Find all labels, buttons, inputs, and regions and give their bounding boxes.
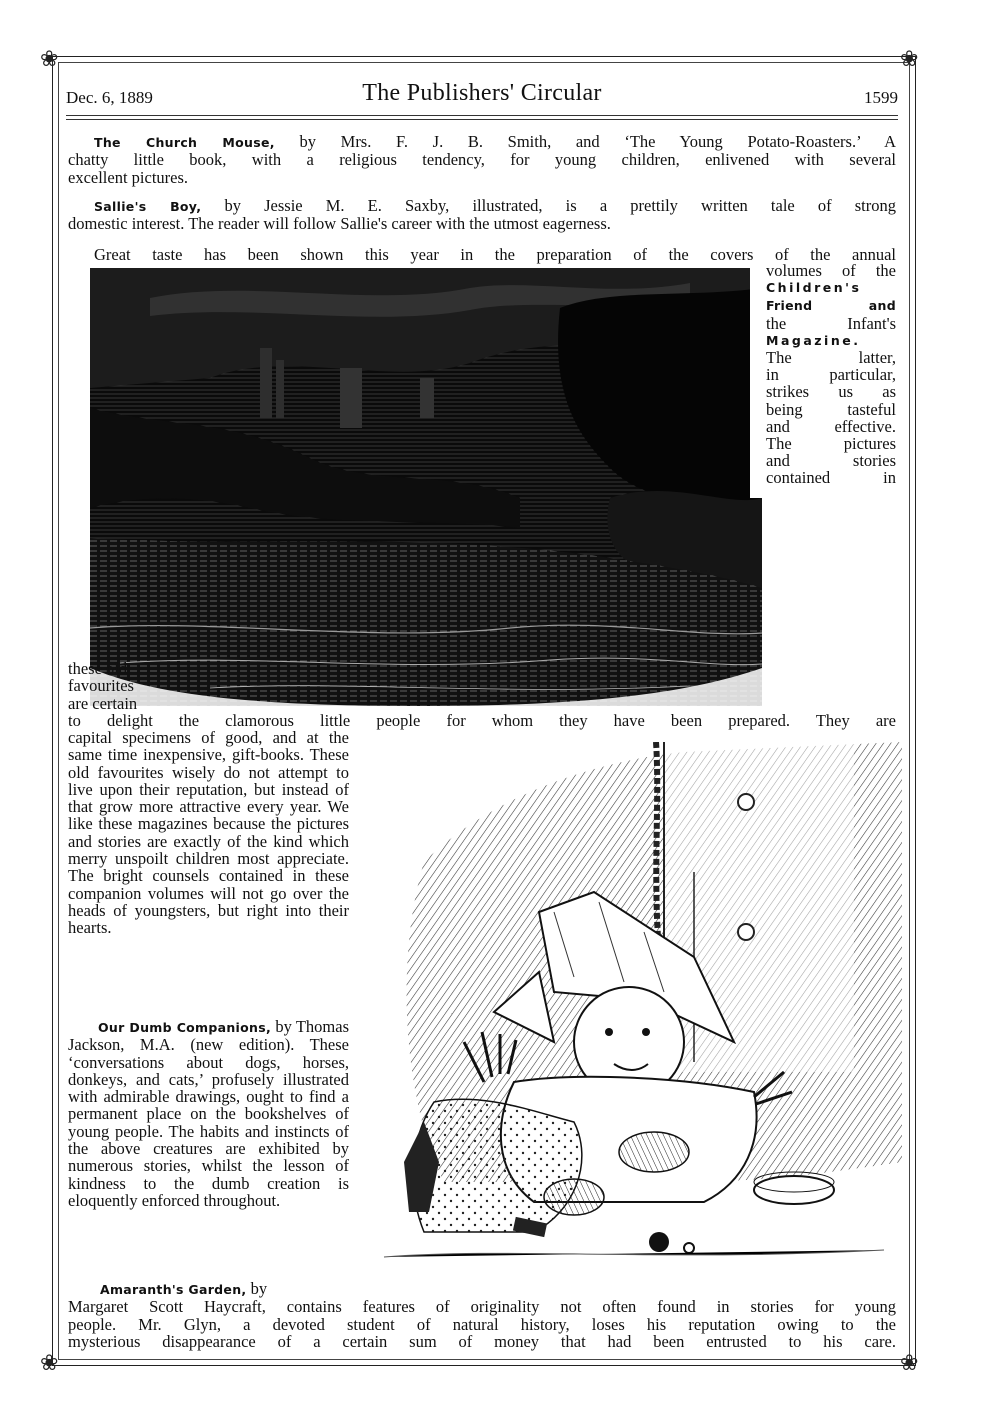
review-church-mouse xyxy=(68,133,896,186)
column-line: and stories xyxy=(766,451,896,471)
book-title: Our Dumb Companions, xyxy=(98,1020,272,1035)
column-line xyxy=(766,296,896,314)
corner-ornament-icon: ❀ xyxy=(900,1350,919,1375)
book-title: Sallie's Boy, xyxy=(94,199,202,214)
review-text: Margaret Scott Haycraft, contains features of originality not often found in stories for young xyxy=(68,1297,896,1317)
magazine-title: Children's xyxy=(766,280,862,296)
column-line: strikes us as xyxy=(766,382,896,402)
column-line: The latter, xyxy=(766,348,896,368)
review-text: domestic interest. The reader will follow Sallie's career with the utmost eagerness. xyxy=(68,214,611,234)
review-text: by Thomas Jackson, M.A. (new edition). These ‘conversations about dogs, horses, donkeys, and cats,’ profusely illustrated with admirable drawings, ought to find a permanent place on the bookshelves of young people. The habits and instincts of the above creatures are exhibited by numerous stories, whilst the lesson of kindness to the dumb creation is eloquently enforced throughout. xyxy=(68,1017,350,1210)
review-sallies-boy xyxy=(68,197,896,233)
column-line: and effective. xyxy=(766,416,896,436)
page-number: 1599 xyxy=(864,88,898,107)
column-line: The pictures xyxy=(766,434,896,454)
corner-ornament-icon: ❀ xyxy=(40,46,59,71)
review-text: excellent pictures. xyxy=(68,167,189,187)
annuals-narrow-column: capital specimens of good, and at the same time inexpensive, gift-books. These old favourites wisely do not attempt to live upon their reputation, but instead of that grow more attractive every year. We like these magazines because the pictures and stories are exactly of the kind which merry unspoilt children most appreciate. The bright counsels contained in these companion volumes will not go over the heads of youngsters, but right into their hearts. xyxy=(68,728,349,938)
review-amaranths-garden xyxy=(68,1280,896,1350)
column-line: these old xyxy=(68,659,128,678)
running-head xyxy=(66,80,898,114)
column-line: in particular, xyxy=(766,365,896,385)
column-line: favourites xyxy=(68,676,134,696)
review-text: by Jessie M. E. Saxby, illustrated, is a prettily written tale of strong xyxy=(224,196,897,215)
column-line: contained in xyxy=(766,468,896,488)
column-line: volumes of the xyxy=(766,261,896,280)
child-paper-hat-illustration xyxy=(364,742,902,1272)
publication-title: The Publishers' Circular xyxy=(362,80,602,106)
review-text: by Mrs. F. J. B. Smith, and ‘The Young Potato-Roasters.’ A xyxy=(299,132,897,151)
corner-ornament-icon: ❀ xyxy=(40,1350,59,1375)
header-rule xyxy=(66,115,898,120)
issue-date: Dec. 6, 1889 xyxy=(66,88,153,107)
review-text: chatty little book, with a religious tendency, for young children, enlivened with several xyxy=(68,150,896,170)
annuals-continuation: to delight the clamorous little people for whom they have been prepared. They are xyxy=(68,711,896,730)
review-text: by xyxy=(250,1279,268,1298)
review-dumb-companions xyxy=(68,1018,349,1209)
column-line: the Infant's xyxy=(766,313,896,333)
book-title: The Church Mouse, xyxy=(94,135,275,150)
column-line: are certain xyxy=(68,693,138,713)
magazine-title: Friend and xyxy=(766,298,896,314)
book-title: Amaranth's Garden, xyxy=(100,1282,247,1297)
corner-ornament-icon: ❀ xyxy=(900,46,919,71)
annuals-left-column xyxy=(68,660,178,712)
column-line: being tasteful xyxy=(766,399,896,419)
review-text: people. Mr. Glyn, a devoted student of natural history, loses his reputation owing to the xyxy=(68,1314,896,1334)
review-text: Great taste has been shown this year in the preparation of the covers of the annual xyxy=(94,245,896,264)
moonlit-river-illustration xyxy=(90,268,762,706)
annuals-right-column xyxy=(766,262,896,487)
magazine-title: Magazine. xyxy=(766,332,861,348)
review-text: mysterious disappearance of a certain sum of money that had been entrusted to his care. xyxy=(68,1331,896,1351)
